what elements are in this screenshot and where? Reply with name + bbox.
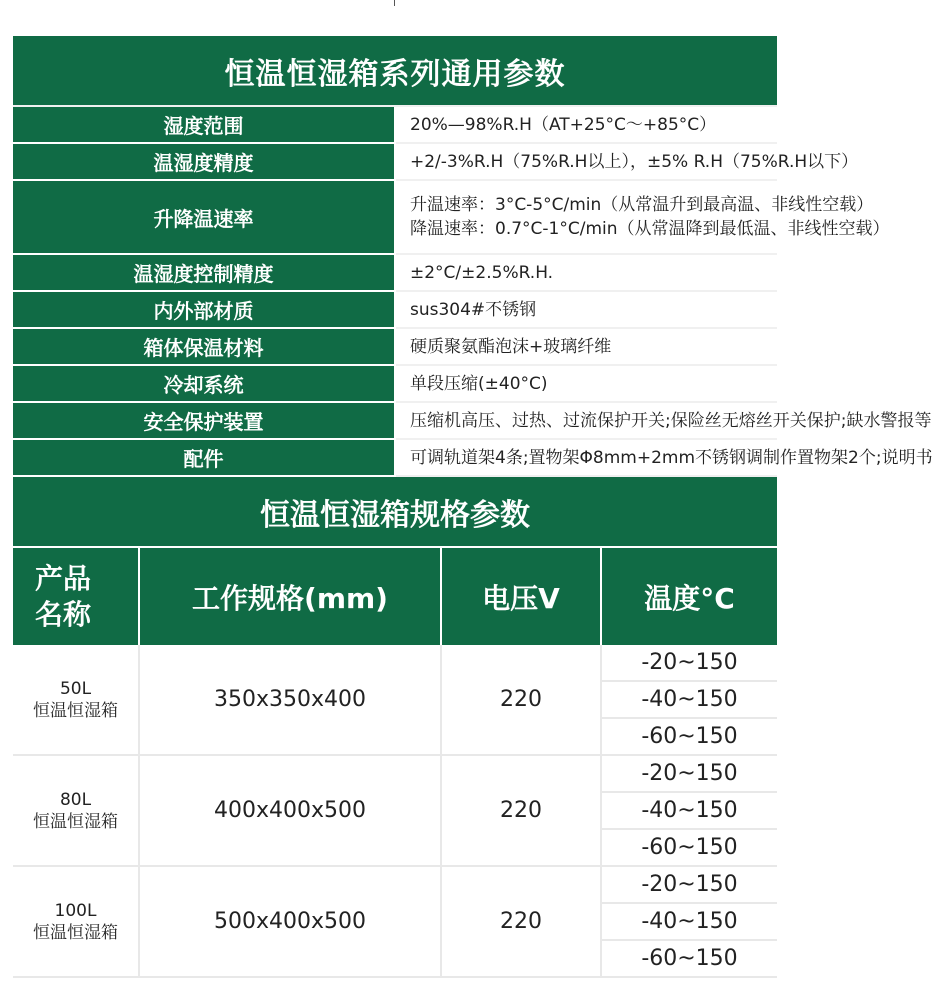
param-label: 升降温速率 <box>13 180 395 254</box>
temp-range: -20~150 <box>601 645 777 681</box>
param-row <box>13 439 777 476</box>
param-label: 内外部材质 <box>13 291 395 328</box>
product-size: 400x400x500 <box>139 755 441 866</box>
general-params-table <box>13 36 933 477</box>
temp-range: -40~150 <box>601 903 777 940</box>
param-value: 压缩机高压、过热、过流保护开关;保险丝无熔丝开关保护;缺水警报等 <box>395 402 777 439</box>
header-voltage: 电压V <box>441 548 601 645</box>
param-label: 安全保护装置 <box>13 402 395 439</box>
product-row <box>13 755 777 792</box>
product-voltage: 220 <box>441 645 601 755</box>
param-row <box>13 365 777 402</box>
param-row <box>13 106 777 143</box>
param-label: 冷却系统 <box>13 365 395 402</box>
param-value: 升温速率：3°C-5°C/min（从常温升到最高温、非线性空载） 降温速率：0.7°C-1°C/min（从常温降到最低温、非线性空载） <box>395 180 777 254</box>
temp-range: -60~150 <box>601 718 777 755</box>
param-value: +2/-3%R.H（75%R.H以上），±5% R.H（75%R.H以下） <box>395 143 777 180</box>
product-name: 50L 恒温恒湿箱 <box>13 645 139 755</box>
temp-range: -40~150 <box>601 792 777 829</box>
spec-header-row <box>13 548 777 645</box>
spec-table <box>13 548 777 978</box>
product-name: 80L 恒温恒湿箱 <box>13 755 139 866</box>
top-divider-tick <box>394 0 395 6</box>
temp-range: -60~150 <box>601 829 777 866</box>
header-temp: 温度°C <box>601 548 777 645</box>
param-row <box>13 143 777 180</box>
param-value: 20%—98%R.H（AT+25°C～+85°C） <box>395 106 777 143</box>
param-row <box>13 328 777 365</box>
param-label: 箱体保温材料 <box>13 328 395 365</box>
header-product-name: 产品 名称 <box>13 548 139 645</box>
product-name: 100L 恒温恒湿箱 <box>13 866 139 977</box>
param-value: 单段压缩(±40°C) <box>395 365 777 402</box>
temp-range: -20~150 <box>601 866 777 903</box>
param-label: 温湿度精度 <box>13 143 395 180</box>
product-size: 350x350x400 <box>139 645 441 755</box>
product-row <box>13 645 777 681</box>
temp-range: -60~150 <box>601 940 777 977</box>
param-value: 可调轨道架4条;置物架Φ8mm+2mm不锈钢调制作置物架2个;说明书 <box>395 439 777 476</box>
product-voltage: 220 <box>441 755 601 866</box>
temp-range: -20~150 <box>601 755 777 792</box>
param-value: ±2°C/±2.5%R.H. <box>395 254 777 291</box>
param-row <box>13 180 777 254</box>
product-row <box>13 866 777 903</box>
param-row <box>13 402 777 439</box>
spec-params-title: 恒温恒湿箱规格参数 <box>13 477 777 546</box>
product-size: 500x400x500 <box>139 866 441 977</box>
product-voltage: 220 <box>441 866 601 977</box>
param-label: 配件 <box>13 439 395 476</box>
param-label: 湿度范围 <box>13 106 395 143</box>
param-value: 硬质聚氨酯泡沫+玻璃纤维 <box>395 328 777 365</box>
temp-range: -40~150 <box>601 681 777 718</box>
param-row <box>13 291 777 328</box>
param-value: sus304#不锈钢 <box>395 291 777 328</box>
general-params-title: 恒温恒湿箱系列通用参数 <box>13 36 777 106</box>
param-label: 温湿度控制精度 <box>13 254 395 291</box>
param-row <box>13 254 777 291</box>
header-size: 工作规格(mm) <box>139 548 441 645</box>
